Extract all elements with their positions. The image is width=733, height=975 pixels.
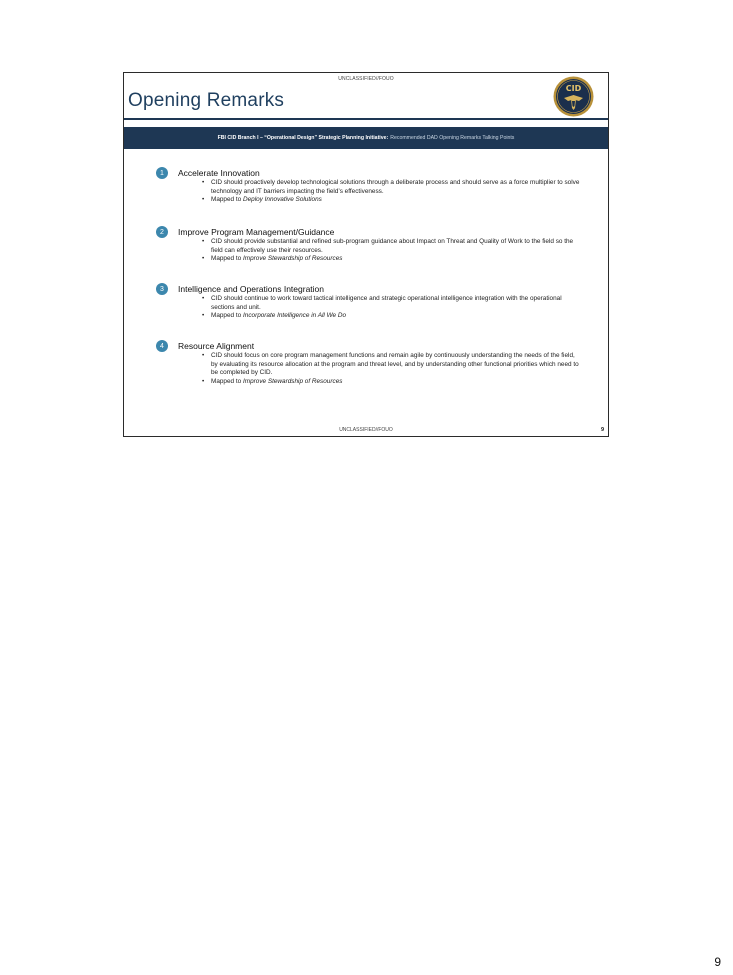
- bullet-icon: •: [202, 377, 205, 385]
- subtitle-banner: [124, 127, 608, 149]
- mapped-prefix: Mapped to: [211, 312, 243, 320]
- section-number-badge: 3: [156, 283, 168, 295]
- bullet-text: CID should proactively develop technological solutions through a deliberate process and should serve as a force multiplier to solve technology and IT barriers impacting the field’s effectiveness.: [211, 179, 580, 195]
- bullet-icon: •: [202, 179, 205, 186]
- bullet-text: CID should provide substantial and refined sub-program guidance about Impact on Threat and Quality of Work to the field so the field can effectively use their resources.: [211, 238, 574, 254]
- section-number-badge: 1: [156, 167, 168, 179]
- classification-header: UNCLASSIFIED//FOUO: [338, 76, 394, 82]
- cid-seal-logo: [553, 76, 594, 117]
- bullet-item: [202, 255, 582, 264]
- section-bullets: [202, 238, 582, 264]
- bullet-text: CID should focus on core program management functions and remain agile by continuously understanding the needs of the field, by evaluating its resource allocation at the program and threat level, and by understanding other functional priorities which need to be completed by CID.: [211, 352, 579, 377]
- logo-text: CID: [565, 84, 582, 93]
- section-title: Improve Program Management/Guidance: [178, 227, 335, 237]
- bullet-icon: •: [202, 312, 205, 320]
- mapped-prefix: Mapped to: [211, 377, 243, 385]
- section-bullets: [202, 295, 582, 321]
- bullet-icon: •: [202, 295, 205, 302]
- section-title: Accelerate Innovation: [178, 168, 260, 178]
- mapped-target: Deploy Innovative Solutions: [242, 196, 322, 204]
- mapped-target: Incorporate Intelligence in All We Do: [242, 312, 346, 320]
- classification-footer: UNCLASSIFIED//FOUO: [339, 427, 393, 433]
- bullet-icon: •: [202, 238, 205, 245]
- slide: [123, 72, 609, 437]
- section-bullets: [202, 352, 582, 386]
- mapped-prefix: Mapped to: [211, 196, 243, 204]
- bullet-item: [202, 352, 582, 378]
- mapped-prefix: Mapped to: [211, 255, 243, 263]
- bullet-item: [202, 378, 582, 387]
- section-number-badge: 4: [156, 340, 168, 352]
- bullet-icon: •: [202, 352, 205, 359]
- section-number-badge: 2: [156, 226, 168, 238]
- bullet-item: [202, 179, 582, 196]
- document-page-number: 9: [714, 955, 721, 969]
- bullet-icon: •: [202, 255, 205, 263]
- slide-title: Opening Remarks: [128, 90, 285, 111]
- bullet-item: [202, 238, 582, 255]
- section-title: Intelligence and Operations Integration: [178, 284, 325, 294]
- section-bullets: [202, 179, 582, 205]
- banner-light-text: Recommended DAD Opening Remarks Talking Points: [390, 135, 515, 141]
- section-title: Resource Alignment: [178, 341, 255, 351]
- title-divider: [124, 118, 608, 120]
- mapped-target: Improve Stewardship of Resources: [242, 377, 343, 385]
- bullet-item: [202, 196, 582, 205]
- bullet-text: CID should continue to work toward tactical intelligence and strategic operational intelligence integration with the operational sections and unit.: [211, 295, 562, 311]
- mapped-target: Improve Stewardship of Resources: [242, 255, 343, 263]
- banner-strong-text: FBI CID Branch I – “Operational Design” Strategic Planning Initiative:: [217, 135, 389, 141]
- bullet-item: [202, 295, 582, 312]
- bullet-icon: •: [202, 196, 205, 204]
- slide-number: 9: [600, 427, 604, 433]
- bullet-item: [202, 312, 582, 321]
